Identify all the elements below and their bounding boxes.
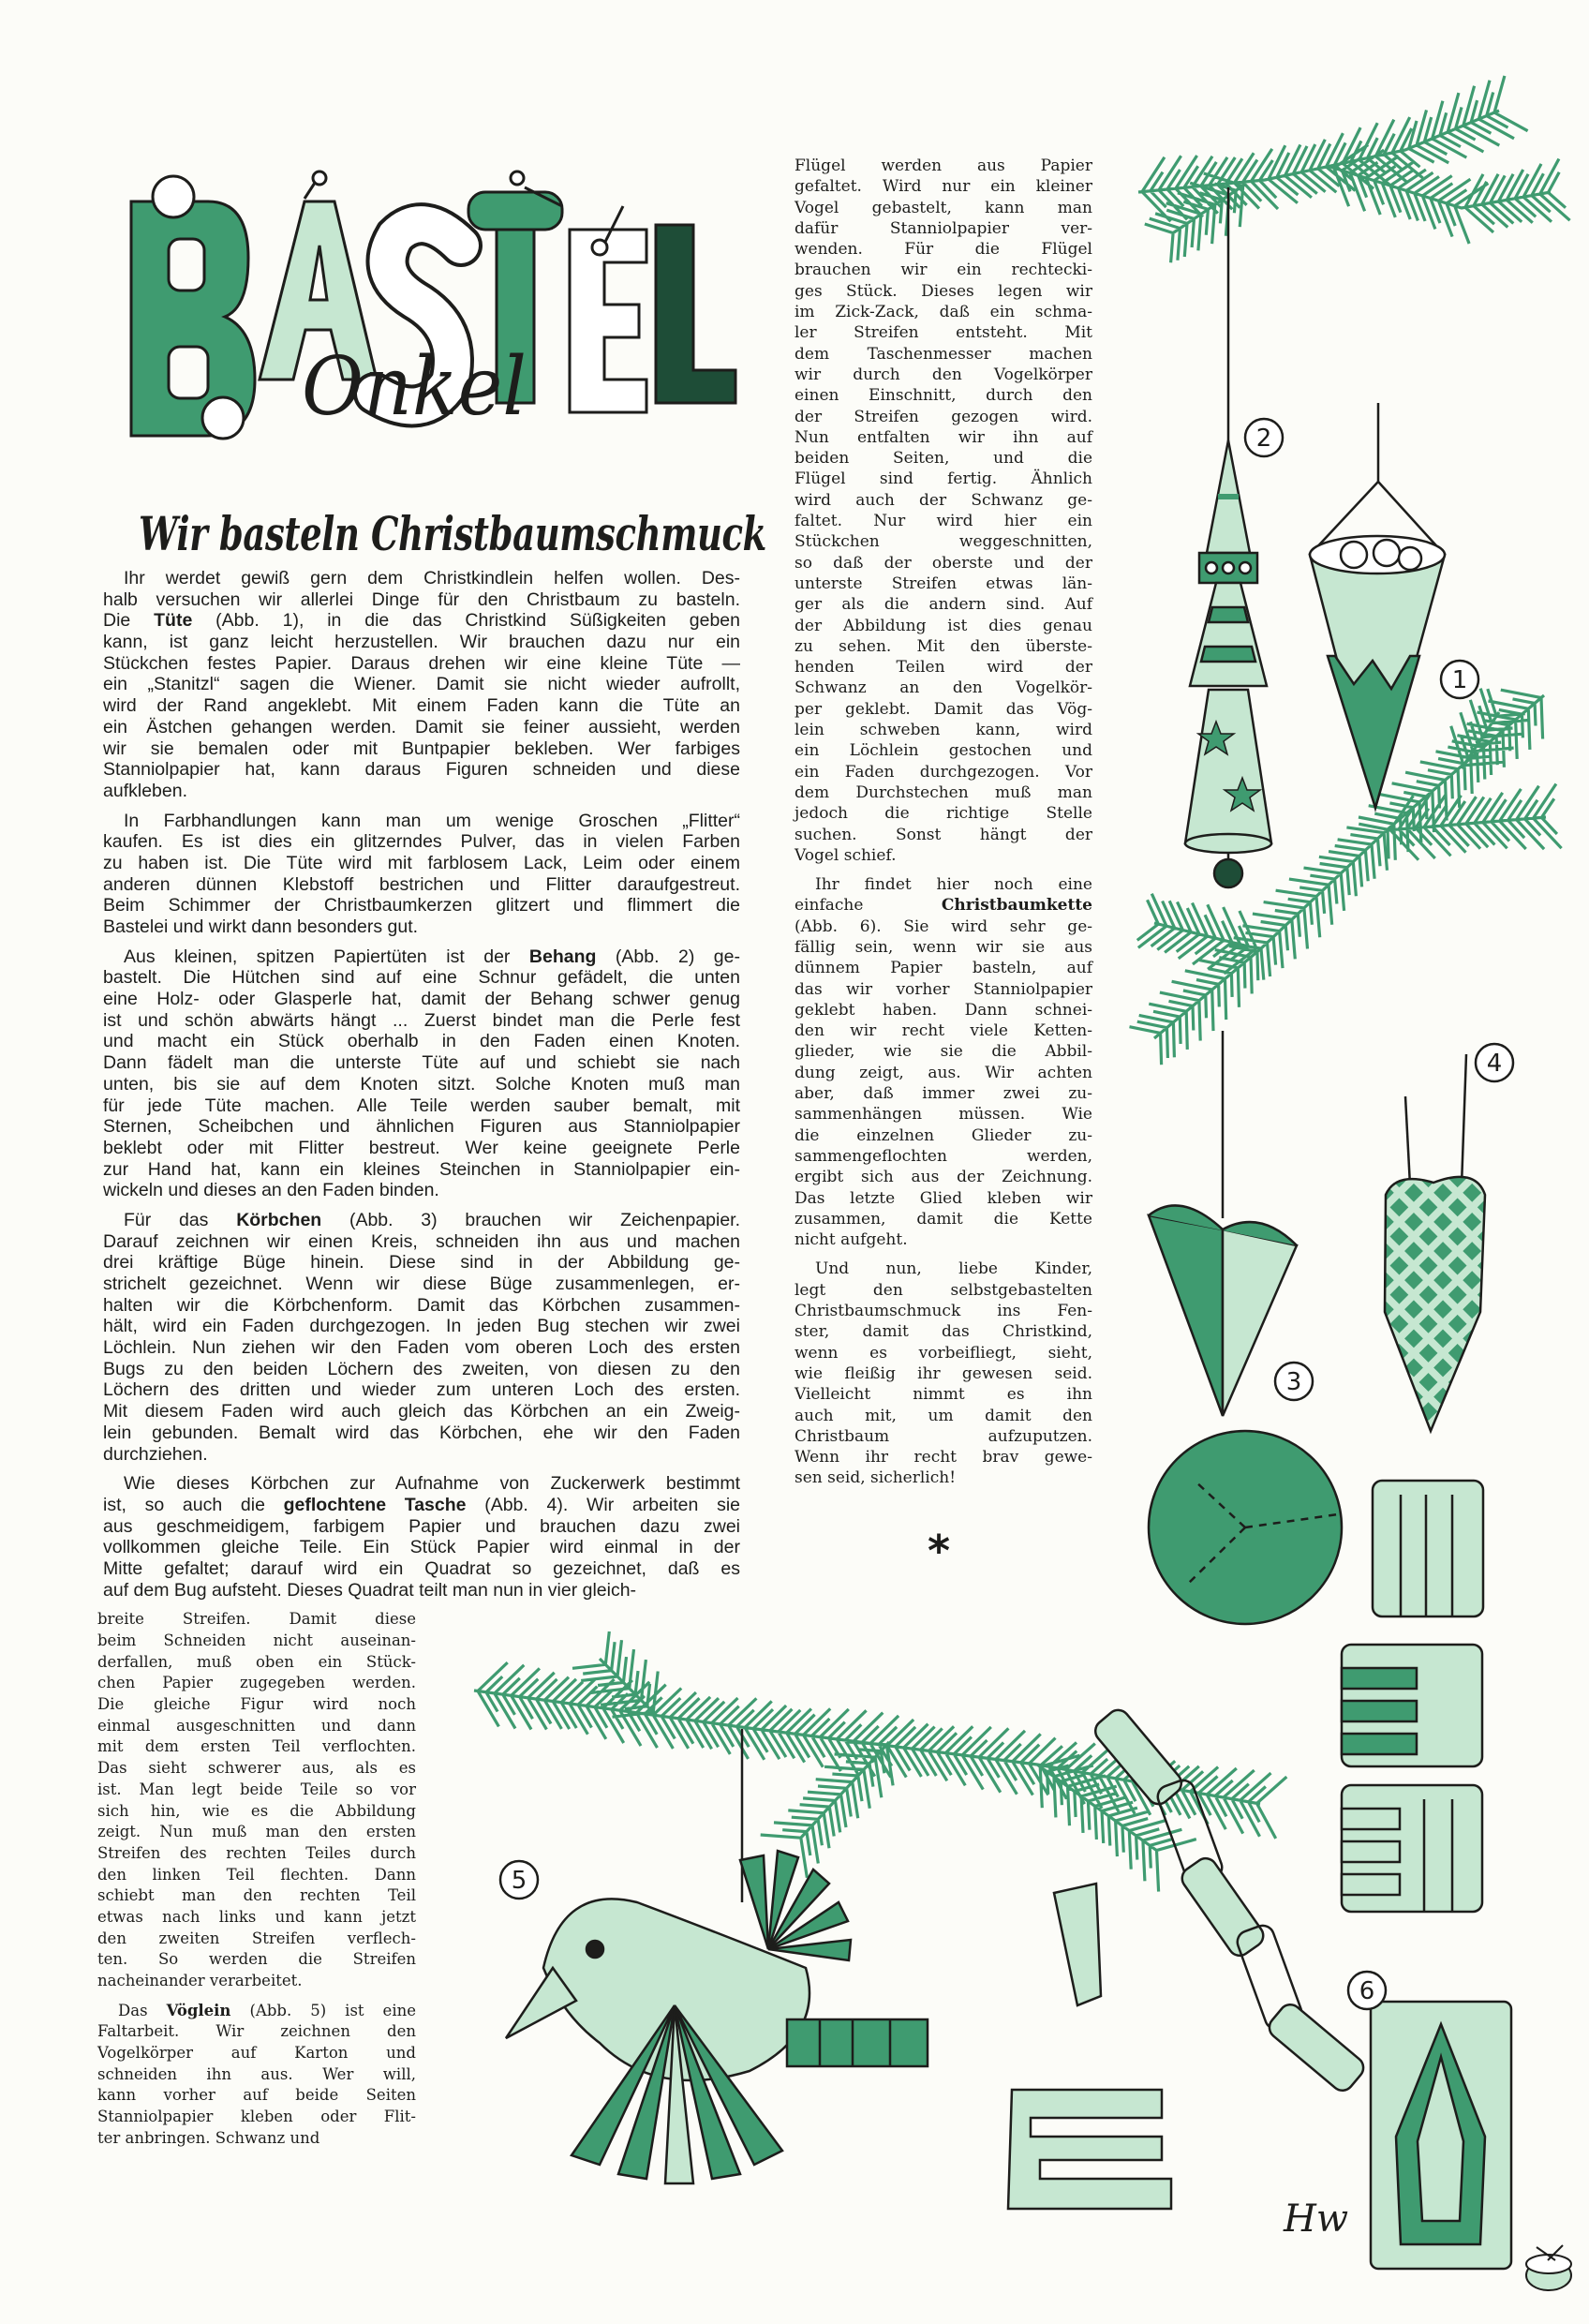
bold-term: Vöglein	[166, 2001, 231, 2019]
text-line: Löchlein. Nun ziehen wir den Faden vom oberen Loch des ersten	[103, 1337, 740, 1359]
pin-icon	[153, 176, 194, 217]
text-line: faltet. Nur wird hier ein	[794, 512, 1092, 531]
text-line: unten, bis sie auf dem Knoten sitzt. Solche Knoten muß man	[103, 1073, 740, 1095]
text-line: sen seid, sicherlich!	[794, 1468, 957, 1488]
text-line: zur Hand hat, kann ein kleines Steinchen in Stanniolpapier ein-	[103, 1158, 740, 1180]
bold-term: Tüte	[154, 610, 193, 632]
text-line: Ihr werdet gewiß gern dem Christkindlein helfen wollen. Des-	[124, 568, 740, 588]
text-line: ist und schön abwärts hängt ... Zuerst bindet man die Perle fest	[103, 1009, 740, 1031]
logo-script: Onkel	[302, 340, 527, 434]
text-line: das wir vorher Stanniolpapier	[794, 979, 1092, 999]
text-line: aus geschmeidigem, farbigem Papier und brauchen dazu zwei	[103, 1515, 740, 1537]
fir-needles	[1130, 689, 1562, 1065]
text-line: Mit diesem Faden wird auch gleich das Körbchen an ein Zweig-	[103, 1401, 740, 1423]
text-line: Bugs zu den beiden Löchern des zweiten, von diesen zu den	[103, 1358, 740, 1379]
text-line: für jede Tüte machen. Alle Teile werden sauber bemalt, mit	[103, 1095, 740, 1116]
text-line: einmal ausgeschnitten und dann	[97, 1716, 416, 1735]
paragraph	[103, 568, 740, 802]
text-line: Wie dieses Körbchen zur Aufnahme von Zuckerwerk bestimmt	[124, 1473, 740, 1495]
paragraph	[103, 946, 740, 1201]
text-line: schneiden ihn aus. Wer will,	[97, 2064, 416, 2083]
paragraph	[103, 1473, 740, 1601]
artist-signature: Hw	[1284, 2197, 1349, 2241]
text-line: lein schweben kann, wird	[794, 721, 1092, 740]
zigzag-strip-figure	[1008, 2090, 1171, 2209]
text-line: Beim Schimmer der Christbaumkerzen glitzert und flimmert die	[103, 895, 740, 916]
text-line: breite Streifen. Damit diese	[97, 1610, 416, 1629]
text-line: zeigt. Nun muß man den ersten	[97, 1823, 416, 1841]
text-line: glieder, wie sie die Abbil-	[794, 1042, 1092, 1062]
text-line: Die gleiche Figur wird noch	[97, 1695, 416, 1714]
text-line: zu haben ist. Die Tüte wird mit farblosem Lack, Leim oder einem	[103, 852, 740, 873]
text-line: unterste Streifen etwas län-	[794, 574, 1092, 593]
text-line: wird der Rand angeklebt. Mit einem Faden kann die Tüte an	[103, 695, 740, 717]
text-line: etwas nach links und kann jetzt	[97, 1907, 416, 1926]
text-line: gefaltet. Wird nur ein kleiner	[794, 177, 1092, 197]
text-line: drei kräftige Büge hinein. Diese sind in der Abbildung ge-	[103, 1252, 740, 1274]
chain-link-template	[1371, 2002, 1511, 2269]
text-line: nicht aufgeht.	[794, 1230, 908, 1250]
text-line: aber, daß immer zwei zu-	[794, 1084, 1092, 1104]
text-line: ten. So werden die Streifen	[97, 1950, 416, 1969]
text-line: henden Teilen wird der	[794, 658, 1092, 678]
text-line: ein Löchlein gestochen und	[794, 741, 1092, 761]
text-line: ger als die andern sind. Auf	[794, 595, 1092, 615]
text-line: Das sieht schwerer aus, als es	[97, 1759, 416, 1778]
text-line: chen Papier zugegeben werden.	[97, 1674, 416, 1692]
text-line: dünnem Papier basteln, auf	[794, 959, 1092, 978]
left-column-wide	[103, 568, 740, 1601]
text-line: Darauf zeichnen wir einen Kreis, schneiden ihn aus und machen	[103, 1230, 740, 1252]
text-line: sich hin, wie es die Abbildung	[97, 1801, 416, 1820]
text-line: ter anbringen. Schwanz und	[97, 2128, 320, 2147]
text-line: geklebt haben. Dann schnei-	[794, 1000, 1092, 1020]
text-line: vollkommen gleiche Teile. Ein Stück Papier wird einmal in der	[103, 1537, 740, 1558]
text-line: Bastelei und wirkt dann besonders gut.	[103, 916, 419, 937]
text-line: Stückchen festes Papier. Daraus drehen wir eine kleine Tüte —	[103, 652, 740, 674]
figure-number: 5	[511, 1867, 527, 1895]
text-line: ein Faden durchgezogen. Vor	[794, 762, 1092, 782]
text-line: und macht ein Stück oberhalb in den Faden einen Knoten.	[103, 1031, 740, 1052]
text-line: per geklebt. Damit das Vög-	[794, 699, 1092, 719]
paragraph	[103, 1210, 740, 1465]
fir-branch-top	[1138, 76, 1570, 262]
paragraph	[794, 1259, 1092, 1488]
figure-label-3	[1275, 1363, 1313, 1400]
text-line: beiden Seiten, und die	[794, 449, 1092, 469]
text-line: sammengeflochten werden,	[794, 1146, 1092, 1166]
text-line: ler Streifen entsteht. Mit	[794, 323, 1092, 343]
text-line: zusammen, damit die Kette	[794, 1209, 1092, 1229]
paper-cone-figure	[1310, 403, 1445, 808]
fir-branch-middle	[1130, 689, 1562, 1065]
text-line: dung zeigt, aus. Wir achten	[794, 1063, 1092, 1082]
text-line: halb versuchen wir allerlei Dinge für den Christbaum zu basteln.	[103, 588, 740, 610]
text-line: fällig sein, wenn wir sie aus	[794, 937, 1092, 957]
text-line: Dann fädelt man die unterste Tüte auf und schiebt sie nach	[103, 1052, 740, 1074]
text-line: Christbaumschmuck ins Fen-	[794, 1302, 1092, 1321]
figure-label-4	[1476, 1044, 1513, 1081]
text-line: wenden. Für die Flügel	[794, 240, 1092, 260]
text-line: Die Tüte (Abb. 1), in die das Christkind Süßigkeiten geben	[103, 610, 740, 632]
text-line: schiebt man den rechten Teil	[97, 1886, 416, 1905]
text-line: Für das Körbchen (Abb. 3) brauchen wir Zeichenpapier.	[124, 1209, 740, 1230]
text-line: Christbaum aufzuputzen.	[794, 1426, 1092, 1446]
bold-term: Körbchen	[236, 1209, 322, 1230]
figure-label-6	[1348, 1972, 1386, 2009]
basket-figure	[1149, 1031, 1297, 1416]
text-line: lein gebunden. Bemalt wird das Körbchen, ehe wir den Faden	[103, 1422, 740, 1443]
text-line: bastelt. Die Hütchen sind auf eine Schnur gefädelt, die unten	[103, 967, 740, 989]
text-line: Das letzte Glied kleben wir	[794, 1188, 1092, 1208]
text-line: Vogel schief.	[794, 845, 897, 865]
text-line: den zweiten Streifen verflech-	[97, 1929, 416, 1947]
text-line: Das Vöglein (Abb. 5) ist eine	[118, 2001, 416, 2019]
text-line: (Abb. 6). Sie wird sehr ge-	[794, 916, 1092, 936]
weaving-strips-figure	[1342, 1481, 1483, 1912]
icicle-ornament	[1054, 1884, 1101, 2005]
text-line: Stanniolpapier hat, kann daraus Figuren schneiden und diese	[103, 759, 740, 781]
text-line: wir durch den Vogelkörper	[794, 365, 1092, 384]
text-line: kann, ist ganz leicht herzustellen. Wir brauchen dazu nur ein	[103, 632, 740, 653]
text-line: strichelt gezeichnet. Wenn wir diese Büge zusammenlegen, er-	[103, 1274, 740, 1294]
text-line: der Abbildung ist dies genau	[794, 616, 1092, 635]
logo-letter-l	[656, 225, 735, 403]
text-line: Stanniolpapier kleben oder Flit-	[97, 2108, 416, 2126]
text-line: jedoch die richtige Stelle	[794, 804, 1092, 824]
text-line: eine Holz- oder Glasperle hat, damit der Behang schwer genug	[103, 989, 740, 1010]
figure-label-1	[1441, 661, 1478, 698]
text-line: einen Einschnitt, durch den	[794, 386, 1092, 406]
text-line: im Zick-Zack, daß ein schma-	[794, 303, 1092, 322]
section-separator: *	[928, 1526, 951, 1576]
text-line: wir sie bemalen oder mit Buntpapier bekleben. Wer farbiges	[103, 737, 740, 759]
left-column-narrow	[97, 1609, 416, 2149]
bold-term: geflochtene Tasche	[283, 1494, 467, 1515]
woven-bag-figure	[1385, 1054, 1485, 1431]
text-line: ist, so auch die geflochtene Tasche (Abb. 4). Wir arbeiten sie	[103, 1494, 740, 1515]
text-line: die einzelnen Glieder zu-	[794, 1125, 1092, 1145]
paper-chain-figure	[1091, 1706, 1368, 2095]
pin-icon	[202, 397, 244, 439]
text-line: zu sehen. Mit den überste-	[794, 636, 1092, 656]
text-line: Faltarbeit. Wir zeichnen den	[97, 2022, 416, 2041]
cone-garland-figure	[1185, 187, 1271, 887]
text-line: anderen dünnen Klebstoff bestrichen und Flitter daraufgestreut.	[103, 873, 740, 895]
text-line: Flügel sind fertig. Ähnlich	[794, 469, 1092, 489]
text-line: Schwanz an den Vogelkör-	[794, 678, 1092, 698]
text-line: nacheinander verarbeitet.	[97, 1972, 303, 1989]
bird-wing-strip	[787, 2019, 928, 2066]
text-line: Streifen des rechten Teiles durch	[97, 1843, 416, 1862]
text-line: ges Stück. Dieses legen wir	[794, 281, 1092, 301]
text-line: durchziehen.	[103, 1443, 208, 1465]
text-line: Ihr findet hier noch eine	[815, 875, 1092, 895]
text-line: Aus kleinen, spitzen Papiertüten ist der Behang (Abb. 2) ge-	[124, 946, 740, 967]
left-column	[97, 568, 740, 2158]
text-line: derfallen, muß oben ein Stück-	[97, 1652, 416, 1671]
bastel-onkel-logo	[131, 171, 735, 439]
logo-letter-e	[570, 230, 646, 412]
bird-tail	[740, 1851, 851, 1960]
text-line: kaufen. Es ist dies ein glitzerndes Pulver, das in vielen Farben	[103, 831, 740, 853]
drum-icon	[1526, 2245, 1571, 2290]
text-line: wird auch der Schwanz ge-	[794, 490, 1092, 510]
text-line: Sternen, Scheibchen und ähnlichen Figuren aus Stanniolpapier	[103, 1116, 740, 1138]
text-line: Mitte gefaltet; darauf wird ein Quadrat so gezeichnet, daß es	[103, 1557, 740, 1579]
text-line: den linken Teil flechten. Dann	[97, 1865, 416, 1884]
paragraph	[794, 874, 1092, 1250]
text-line: den wir recht viele Ketten-	[794, 1021, 1092, 1041]
text-line: In Farbhandlungen kann man um wenige Groschen „Flitter“	[124, 810, 740, 831]
text-line: ergibt sich aus der Zeichnung.	[794, 1168, 1092, 1187]
text-line: Flügel werden aus Papier	[794, 156, 1092, 175]
bold-term: Behang	[528, 946, 597, 967]
figure-number: 6	[1359, 1977, 1375, 2005]
paragraph	[103, 811, 740, 938]
figure-number: 4	[1486, 1050, 1503, 1078]
text-line: beim Schneiden nicht auseinan-	[97, 1631, 416, 1649]
text-line: ist. Man legt beide Teile so vor	[97, 1780, 416, 1798]
text-line: hält, wird ein Faden durchgezogen. In jeden Bug stechen wir zwei	[103, 1316, 740, 1337]
text-line: aufkleben.	[103, 780, 187, 801]
text-line: wenn es vorbeifliegt, sieht,	[794, 1343, 1092, 1363]
bold-term: Christbaumkette	[941, 896, 1092, 916]
text-line: der Streifen gezogen wird.	[794, 407, 1092, 426]
text-line: Vogelkörper auf Karton und	[97, 2044, 416, 2063]
text-line: suchen. Sonst hängt der	[794, 825, 1092, 844]
paragraph	[794, 156, 1092, 866]
text-line: Und nun, liebe Kinder,	[815, 1259, 1092, 1279]
text-line: sammenhängen müssen. Wie	[794, 1105, 1092, 1125]
text-line: kann vorher auf beide Seiten	[97, 2086, 416, 2105]
text-line: halten wir die Körbchenform. Damit das Körbchen zusammen-	[103, 1294, 740, 1316]
text-line: brauchen wir ein rechtecki-	[794, 261, 1092, 280]
text-line: legt den selbstgebastelten	[794, 1280, 1092, 1300]
article-title: Wir basteln Christbaumschmuck	[139, 506, 766, 561]
text-line: auch mit, um damit den	[794, 1406, 1092, 1425]
text-line: dem Taschenmesser machen	[794, 344, 1092, 364]
text-line: Löchern des dritten und wieder zum unteren Loch des ersten.	[103, 1379, 740, 1401]
figure-number: 3	[1285, 1368, 1302, 1396]
text-line: wickeln und dieses an den Faden binden.	[103, 1180, 439, 1201]
text-line: Vogel gebastelt, kann man	[794, 198, 1092, 217]
paragraph	[97, 1609, 416, 1991]
bead-icon	[1214, 859, 1242, 887]
text-line: ster, damit das Christkind,	[794, 1322, 1092, 1342]
text-line: einfache Christbaumkette	[794, 896, 1092, 916]
text-line: Vielleicht nimmt es ihn	[794, 1385, 1092, 1405]
fir-needles	[1138, 76, 1570, 262]
text-line: wie fleißig ihr gewesen seid.	[794, 1363, 1092, 1383]
basket-circle-template	[1149, 1431, 1342, 1624]
figure-number: 1	[1451, 666, 1468, 694]
text-line: Nun entfalten wir ihn auf	[794, 427, 1092, 447]
text-line: dafür Stanniolpapier ver-	[794, 218, 1092, 238]
text-line: Stückchen weggeschnitten,	[794, 532, 1092, 552]
figure-number: 2	[1255, 425, 1272, 453]
paragraph	[97, 2001, 416, 2150]
figure-label-2	[1245, 419, 1283, 456]
text-line: so daß der oberste und der	[794, 553, 1092, 573]
text-line: ein Ästchen gehangen werden. Damit sie feiner aussieht, werden	[103, 716, 740, 737]
text-line: Wenn ihr recht brav gewe-	[794, 1448, 1092, 1467]
middle-column	[794, 156, 1092, 1497]
text-line: beklebt oder mit Flitter bestreut. Wer keine geeignete Perle	[103, 1137, 740, 1158]
text-line: dem Durchstechen muß man	[794, 782, 1092, 802]
text-line: ein „Stanitzl“ sagen die Wiener. Damit sie nicht wieder aufrollt,	[103, 674, 740, 695]
text-line: auf dem Bug aufsteht. Dieses Quadrat teilt man nun in vier gleich-	[103, 1579, 637, 1601]
text-line: mit dem ersten Teil verflochten.	[97, 1737, 416, 1756]
